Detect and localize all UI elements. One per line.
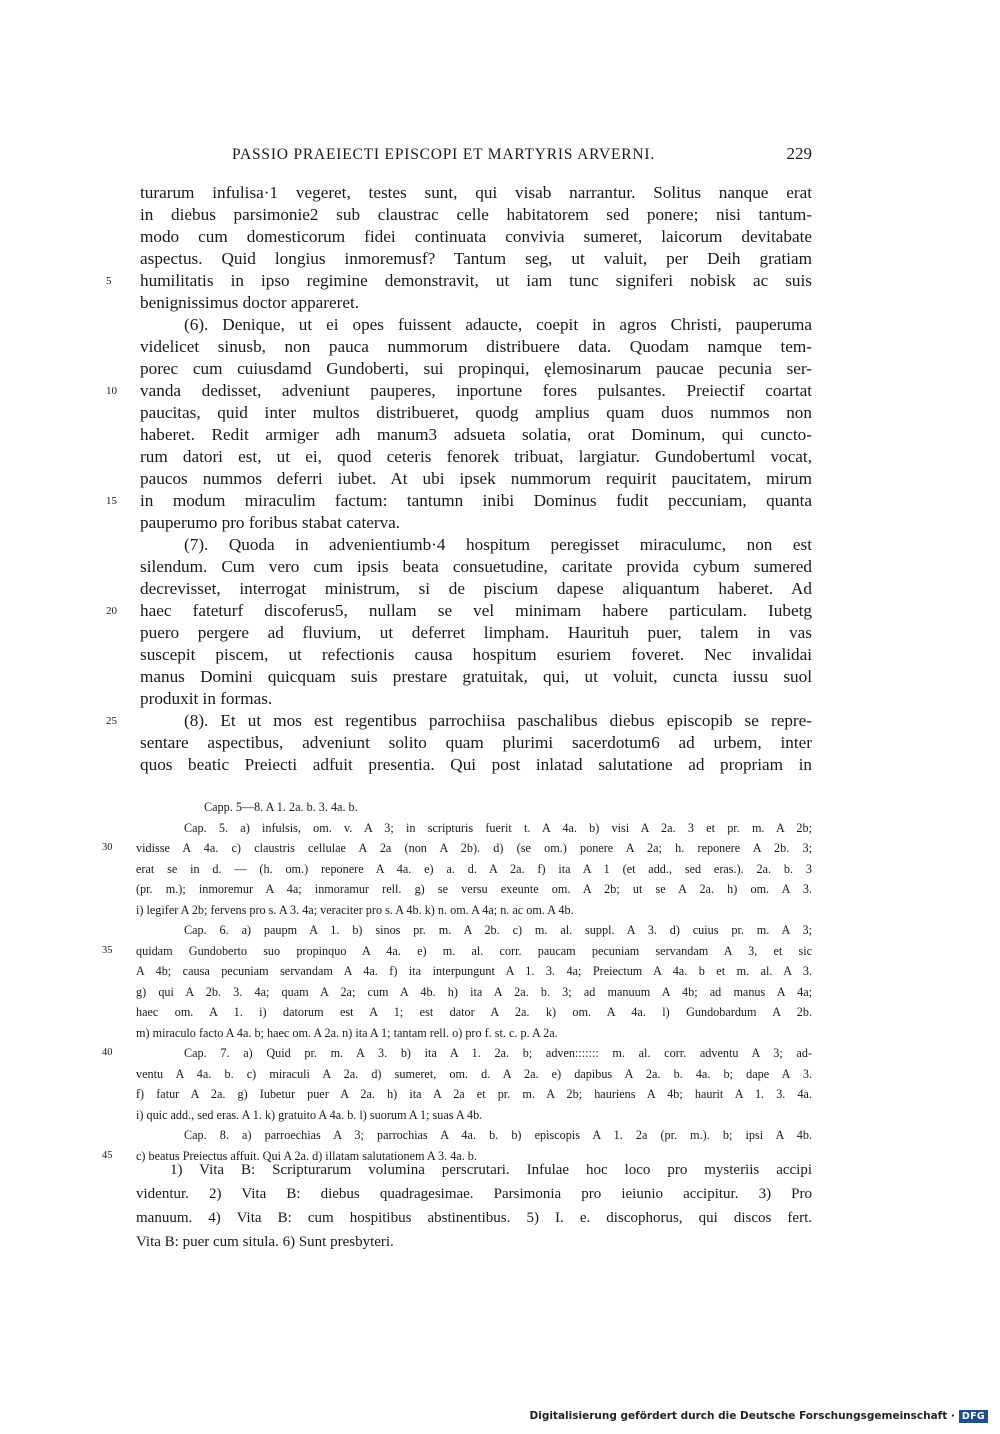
fline-line: [136, 1230, 812, 1254]
line-number: 25: [106, 715, 117, 727]
line-text: puero pergere ad fluvium, ut deferret limpham. Haurituh puer, talem in vas: [140, 623, 812, 642]
line-text: silendum. Cum vero cum ipsis beata consuetudine, caritate provida cybum sumered: [140, 557, 812, 576]
line-text: sentare aspectibus, adveniunt solito quam plurimi sacerdotum6 ad urbem, inter: [140, 733, 812, 752]
line-line: [140, 424, 812, 446]
line-text: in modum miraculim factum: tantumn inibi Dominus fudit peccuniam, quanta: [140, 491, 812, 510]
line-line: [140, 204, 812, 226]
line-line: [140, 402, 812, 424]
nline-line: [136, 797, 812, 818]
running-title: PASSIO PRAEIECTI EPISCOPI ET MARTYRIS ARVERNI.: [232, 146, 656, 163]
nline-line: [136, 982, 812, 1003]
line-line: [140, 688, 812, 710]
line-line: [140, 446, 812, 468]
nline-line: [136, 920, 812, 941]
nline-line: [136, 1023, 812, 1044]
line-text: videntur. 2) Vita B: diebus quadragesimae. Parsimonia pro ieiunio accipitur. 3) Pro: [136, 1186, 812, 1202]
nline-line: [136, 1105, 812, 1126]
credit-text: Digitalisierung gefördert durch die Deutsche Forschungsgemeinschaft ·: [529, 1410, 955, 1422]
line-text: haec fateturf discoferus5, nullam se vel minimam habere particulam. Iubetg: [140, 601, 812, 620]
line-line: [106, 600, 812, 622]
nline-line: [136, 961, 812, 982]
line-line: [140, 182, 812, 204]
line-text: Cap. 8. a) parroechias A 3; parrochias A 4a. b. b) episcopis A 1. 2a (pr. m.). b; ipsi A 4b.: [184, 1128, 812, 1142]
line-text: (pr. m.); inmoremur A 4a; inmoramur rell. g) se versu exeunte om. A 2b; ut se A 2a. h) om. A 3.: [136, 882, 812, 896]
line-number: 35: [102, 944, 113, 956]
line-line: [140, 666, 812, 688]
line-number: 40: [102, 1047, 113, 1058]
line-line: [140, 732, 812, 754]
line-text: manuum. 4) Vita B: cum hospitibus abstinentibus. 5) I. e. discophorus, qui discos fert.: [136, 1210, 812, 1226]
fline-line: [136, 1182, 812, 1206]
line-text: Cap. 7. a) Quid pr. m. A 3. b) ita A 1. 2a. b; adven::::::: m. al. corr. adventu A 3; ad-: [184, 1046, 812, 1060]
line-text: manus Domini quicquam suis prestare gratuitak, qui, ut voluit, cuncta iussu suol: [140, 667, 812, 686]
line-line: [140, 226, 812, 248]
line-text: modo cum domesticorum fidei continuata convivia sumeret, laicorum devitabate: [140, 227, 812, 246]
line-text: c) beatus Preiectus affuit. Qui A 2a. d) illatam salutationem A 3. 4a. b.: [136, 1148, 477, 1163]
nline-line: [136, 818, 812, 839]
line-text: pauperumo pro foribus stabat caterva.: [140, 513, 401, 532]
line-text: vanda dedisset, adveniunt pauperes, inportune fores pulsantes. Preiectif coartat: [140, 381, 812, 400]
line-line: [140, 468, 812, 490]
line-line: [140, 292, 812, 314]
nline-line: [136, 879, 812, 900]
line-text: in diebus parsimonie2 sub claustrac celle habitatorem sed ponere; nisi tantum-: [140, 205, 812, 224]
footnotes: [136, 1158, 812, 1254]
nline-line: [136, 1125, 812, 1146]
line-text: aspectus. Quid longius inmoremusf? Tantum seg, ut valuit, per Deih gratiam: [140, 249, 812, 268]
line-line: [140, 336, 812, 358]
line-text: (7). Quoda in advenientiumb·4 hospitum peregisset miraculumc, non est: [184, 535, 812, 554]
line-text: videlicet sinusb, non pauca nummorum distribuere data. Quodam namque tem-: [140, 337, 812, 356]
line-number: 15: [106, 495, 117, 507]
line-text: rum datori est, ut ei, quod ceteris fenorek tribuat, largiatur. Gundobertuml vocat,: [140, 447, 812, 466]
line-line: [140, 578, 812, 600]
line-line: [140, 314, 812, 336]
line-text: m) miraculo facto A 4a. b; haec om. A 2a. n) ita A 1; tantam rell. o) pro f. st. c. p. A 2a.: [136, 1025, 558, 1040]
nline-line: [136, 1002, 812, 1023]
line-line: [140, 512, 812, 534]
line-text: g) qui A 2b. 3. 4a; quam A 2a; cum A 4b. h) ita A 2a. b. 3; ad manuum A 4b; ad manus A 4a;: [136, 984, 812, 999]
nline-line: [136, 859, 812, 880]
critical-apparatus: [102, 797, 812, 1166]
nline-line: [136, 900, 812, 921]
line-line: [106, 270, 812, 292]
line-text: (6). Denique, ut ei opes fuissent adaucte, coepit in agros Christi, pauperuma: [184, 315, 812, 334]
line-line: [106, 710, 812, 732]
line-text: f) fatur A 2a. g) Iubetur puer A 2a. h) ita A 2a et pr. m. A 2b; hauriens A 4b; haurit A 1. 3. 4a.: [136, 1087, 812, 1101]
line-text: Cap. 6. a) paupm A 1. b) sinos pr. m. A 2b. c) m. al. suppl. A 3. d) cuius pr. m. A 3;: [184, 923, 812, 937]
running-header: [140, 146, 812, 170]
line-text: 1) Vita B: Scripturarum volumina perscrutari. Infulae hoc loco pro mysteriis accipi: [170, 1162, 812, 1178]
line-text: i) legifer A 2b; fervens pro s. A 3. 4a; veraciter pro s. A 4b. k) n. om. A 4a; n. ac om. A 4b.: [136, 902, 574, 917]
line-text: haberet. Redit armiger adh manum3 adsueta solatia, orat Dominum, qui cuncto-: [140, 425, 812, 444]
line-text: quidam Gundoberto suo propinquo A 4a. e) m. al. corr. paucam pecuniam servandam A 3, et sic: [136, 943, 812, 958]
page-number: 229: [786, 144, 812, 163]
line-line: [140, 644, 812, 666]
line-number: 10: [106, 385, 117, 397]
line-number: 20: [106, 605, 117, 617]
line-text: i) quic add., sed eras. A 1. k) gratuito A 4a. b. l) suorum A 1; suas A 4b.: [136, 1107, 483, 1122]
line-text: quos beatic Preiecti adfuit presentia. Qui post inlatad salutatione ad propriam in: [140, 755, 812, 774]
line-text: Capp. 5—8. A 1. 2a. b. 3. 4a. b.: [204, 800, 358, 814]
line-text: haec om. A 1. i) datorum est A 1; est dator A 2a. k) om. A 4a. l) Gundobardum A 2b.: [136, 1005, 812, 1019]
line-text: erat se in d. — (h. om.) reponere A 4a. e) a. d. A 2a. f) ita A 1 (et add., sed eras.). 2a. b. 3: [136, 861, 812, 876]
line-text: A 4b; causa pecuniam servandam A 4a. f) ita interpungunt A 1. 3. 4a; Preiectum A 4a. b et m. al. A 3.: [136, 964, 812, 978]
nline-line: [136, 1064, 812, 1085]
line-text: decrevisset, interrogat ministrum, si de piscium dapese aliquantum haberet. Ad: [140, 579, 812, 598]
main-text: [106, 182, 812, 776]
line-text: turarum infulisa·1 vegeret, testes sunt, qui visab narrantur. Solitus nanque erat: [140, 183, 812, 202]
line-text: porec cum cuiusdamd Gundoberti, sui propinqui, ęlemosinarum paucae pecunia ser-: [140, 359, 812, 378]
line-text: Vita B: puer cum situla. 6) Sunt presbyteri.: [136, 1234, 394, 1250]
line-line: [140, 754, 812, 776]
nline-line: [102, 838, 812, 859]
digitization-credit: [530, 1408, 989, 1424]
nline-line: [102, 941, 812, 962]
line-text: paucitas, quid inter multos distribueret, quodg amplius quam duos nummos non: [140, 403, 812, 422]
line-line: [106, 490, 812, 512]
line-number: 5: [106, 275, 112, 287]
line-text: paucos nummos deferri iubet. At ubi ipsek nummorum requirit paucitatem, mirum: [140, 469, 812, 488]
line-text: humilitatis in ipso regimine demonstravit, ut iam tunc signiferi nobisk ac suis: [140, 271, 812, 290]
fline-line: [136, 1158, 812, 1182]
line-text: produxit in formas.: [140, 689, 273, 708]
line-number: 30: [102, 842, 113, 853]
nline-line: [136, 1084, 812, 1105]
line-number: 45: [102, 1149, 113, 1161]
line-text: benignissimus doctor appareret.: [140, 293, 360, 312]
line-line: [106, 380, 812, 402]
line-text: vidisse A 4a. c) claustris cellulae A 2a (non A 2b). d) (se om.) ponere A 2a; h. reponere A 2b. 3;: [136, 841, 812, 855]
line-line: [140, 622, 812, 644]
line-text: ventu A 4a. b. c) miraculi A 2a. d) sumeret, om. d. A 2a. e) dapibus A 2a. b. 4a. b; dape A 3.: [136, 1066, 812, 1081]
line-text: suscepit piscem, ut refectionis causa hospitum esuriem foveret. Nec invalidai: [140, 645, 812, 664]
nline-line: [102, 1043, 812, 1064]
dfg-logo: DFG: [959, 1410, 988, 1423]
fline-line: [136, 1206, 812, 1230]
line-text: (8). Et ut mos est regentibus parrochiisa paschalibus diebus episcopib se repre-: [184, 711, 812, 730]
line-line: [140, 534, 812, 556]
line-line: [140, 358, 812, 380]
line-line: [140, 248, 812, 270]
line-line: [140, 556, 812, 578]
line-text: Cap. 5. a) infulsis, om. v. A 3; in scripturis fuerit t. A 4a. b) visi A 2a. 3 et pr. m. A 2b;: [184, 820, 812, 835]
